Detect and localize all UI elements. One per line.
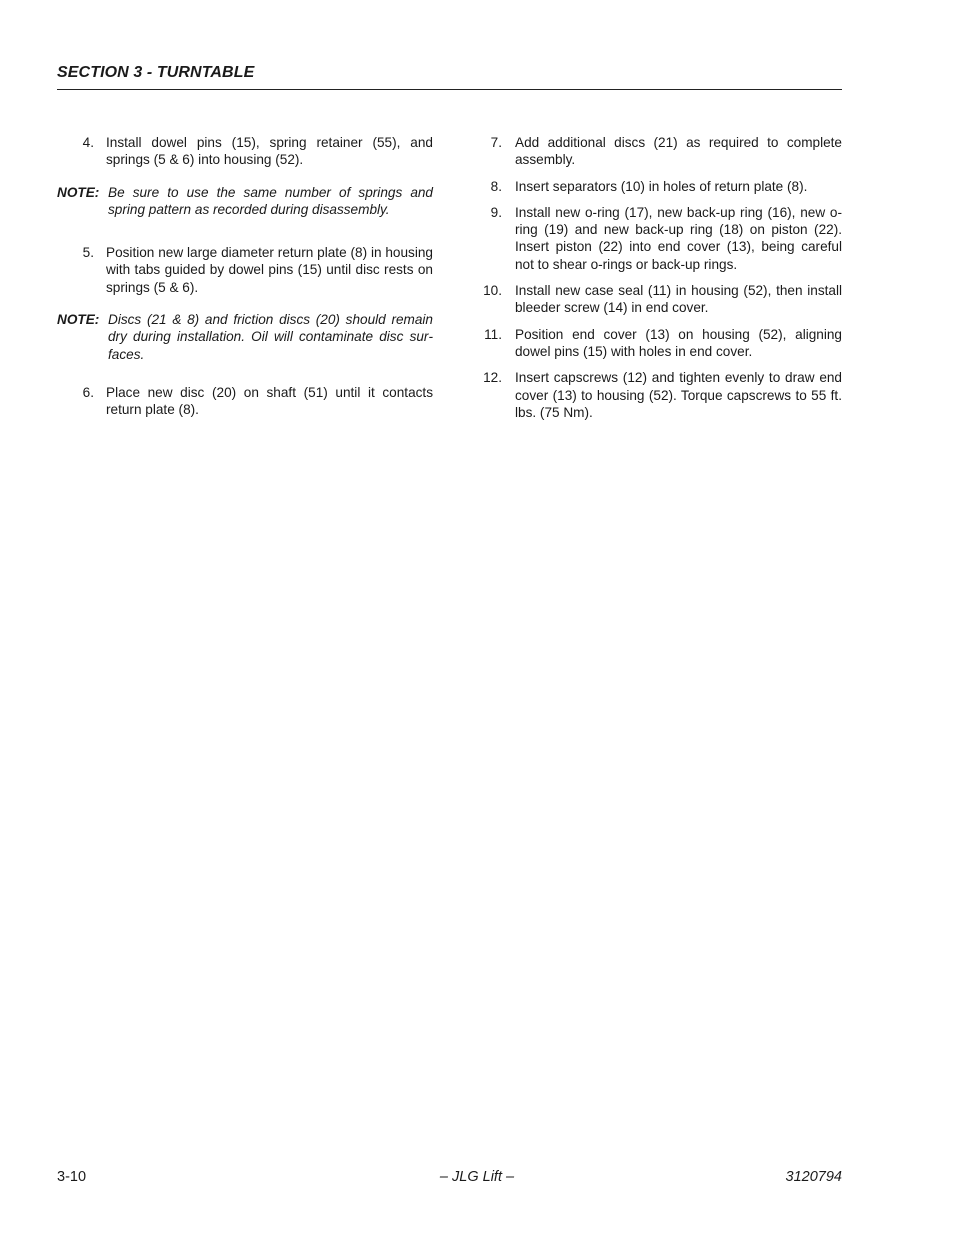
publisher-name: – JLG Lift – [439, 1169, 515, 1185]
step-text: Position new large diameter return plate (8) in housing with tabs guided by dowel pins (15) until disc rests on springs (5 & 6). [106, 245, 433, 295]
header-divider [57, 89, 842, 90]
step-11 [480, 326, 842, 361]
note-text: Discs (21 & 8) and friction discs (20) should remain dry during installation. Oil will contaminate disc surfaces. [108, 312, 433, 362]
document-number: 3120794 [785, 1169, 842, 1185]
step-5 [57, 244, 433, 296]
step-number: 8. [490, 178, 502, 194]
note-springs [57, 184, 433, 219]
step-number: 7. [490, 135, 502, 150]
step-number: 12. [483, 370, 502, 386]
step-number: 11. [484, 326, 502, 342]
step-12 [480, 369, 842, 421]
step-number: 10. [483, 283, 502, 299]
step-text: Insert separators (10) in holes of return plate (8). [515, 178, 808, 194]
step-9 [480, 204, 842, 273]
step-number: 9. [490, 204, 502, 220]
step-text: Add additional discs (21) as required to complete assembly. [515, 135, 842, 168]
step-number: 6. [82, 384, 94, 400]
step-text: Place new disc (20) on shaft (51) until it contacts return plate (8). [106, 384, 433, 418]
page-number: 3-10 [57, 1169, 87, 1185]
note-label: NOTE: [57, 312, 100, 328]
step-text: Install dowel pins (15), spring retainer (55), and springs (5 & 6) into housing (52). [106, 135, 433, 168]
step-text: Insert capscrews (12) and tighten evenly to draw end cover (13) to housing (52). Torque capscrews to 55 ft. lbs. (75 Nm). [515, 370, 842, 420]
note-discs [57, 311, 433, 363]
left-column [57, 134, 433, 419]
step-number: 4. [82, 135, 94, 150]
step-6 [57, 384, 433, 419]
right-column [480, 134, 842, 421]
step-text: Install new o-ring (17), new back-up ring (16), new o-ring (19) and new back-up ring (18) on piston (22). Insert piston (22) into end cover (13), being careful not to shear o-rings or back-up rings. [515, 204, 842, 272]
step-8 [480, 178, 842, 195]
step-7 [480, 134, 842, 169]
step-text: Install new case seal (11) in housing (52), then install bleeder screw (14) in end cover. [515, 283, 842, 316]
section-title: SECTION 3 - TURNTABLE [57, 64, 255, 81]
step-10 [480, 282, 842, 317]
step-4 [57, 134, 433, 169]
note-label: NOTE: [57, 184, 100, 200]
note-text: Be sure to use the same number of springs and spring pattern as recorded during disassembly. [108, 184, 433, 217]
step-number: 5. [82, 245, 94, 261]
step-text: Position end cover (13) on housing (52), aligning dowel pins (15) with holes in end cover. [515, 326, 842, 359]
